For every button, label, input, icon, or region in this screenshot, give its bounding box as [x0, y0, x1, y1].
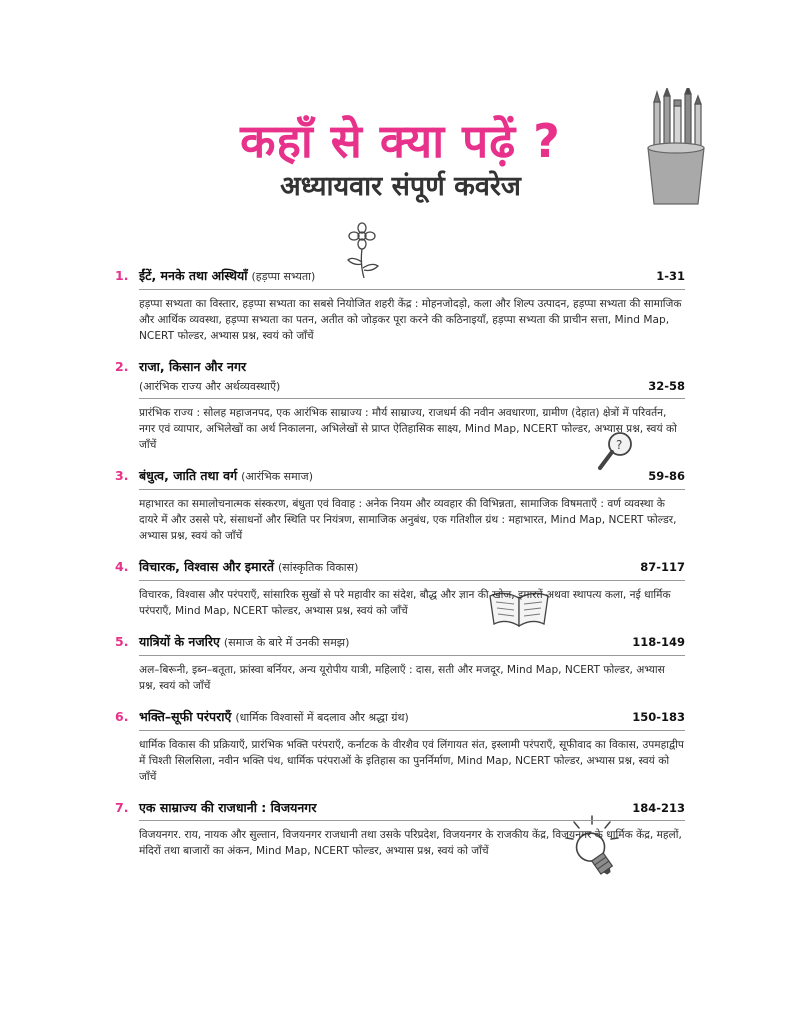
chapter-description: विचारक, विश्वास और परंपराएँ, सांसारिक सुखों से परे महावीर का संदेश, बौद्ध और ज्ञान की खोज, इमारतें अथवा स्थापत्य कला, नई धार्मिक परंपराएँ, Mind Map, NCERT फोल्डर, अभ्यास प्रश्न, स्वयं को जाँचें — [139, 589, 671, 617]
chapter-entry — [115, 707, 685, 785]
chapter-title: बंधुत्व, जाति तथा वर्ग — [139, 468, 238, 483]
chapter-pages: 59-86 — [648, 469, 685, 483]
chapter-number: 6. — [115, 709, 129, 724]
pencil-cup-icon — [640, 88, 712, 208]
chapter-number: 1. — [115, 268, 129, 283]
chapter-pages: 1-31 — [656, 269, 685, 283]
chapter-subtitle: (आरंभिक समाज) — [241, 470, 313, 483]
chapter-description: धार्मिक विकास की प्रक्रियाएँ, प्रारंभिक भक्ति परंपराएँ, कर्नाटक के वीरशैव एवं लिंगायत संत, इस्लामी परंपराएँ, सूफीवाद का विकास, उपमहाद्वीप में चिश्ती सिलसिला, नवीन भक्ति पंथ, धार्मिक परंपराओं के इतिहास का पुनर्निर्माण, Mind Map, NCERT फोल्डर, अभ्यास प्रश्न, स्वयं को जाँचें — [139, 739, 684, 783]
chapter-title: राजा, किसान और नगर — [139, 359, 247, 374]
chapter-pages: 32-58 — [648, 379, 685, 393]
divider — [139, 289, 685, 290]
chapter-number: 4. — [115, 559, 129, 574]
divider — [139, 398, 685, 399]
chapter-subtitle: (समाज के बारे में उनकी समझ) — [223, 636, 350, 649]
chapter-pages: 118-149 — [632, 635, 685, 649]
divider — [139, 730, 685, 731]
chapter-entry — [115, 557, 685, 619]
svg-text:?: ? — [616, 438, 623, 452]
chapter-entry — [115, 798, 685, 859]
divider — [139, 489, 685, 490]
chapter-title: विचारक, विश्वास और इमारतें — [139, 559, 275, 574]
divider — [139, 655, 685, 656]
divider — [139, 820, 685, 821]
chapter-pages: 184-213 — [632, 801, 685, 815]
chapter-entry — [115, 266, 685, 344]
divider — [139, 580, 685, 581]
chapter-description: महाभारत का समालोचनात्मक संस्करण, बंधुता एवं विवाह : अनेक नियम और व्यवहार की विभिन्नता, सामाजिक विषमताएँ : वर्ण व्यवस्था के दायरे में और उससे परे, संसाधनों और स्थिति पर नियंत्रण, सामाजिक अनुबंध, एक गतिशील ग्रंथ : महाभारत, Mind Map, NCERT फोल्डर, अभ्यास प्रश्न, स्वयं को जाँचें — [139, 498, 677, 542]
chapter-title: भक्ति–सूफी परंपराएँ — [139, 709, 232, 724]
chapter-pages: 87-117 — [640, 560, 685, 574]
chapter-description: हड़प्पा सभ्यता का विस्तार, हड़प्पा सभ्यता का सबसे नियोजित शहरी केंद्र : मोहनजोदड़ो, कला और शिल्प उत्पादन, हड़प्पा सभ्यता की सामाजिक और आर्थिक व्यवस्था, हड़प्पा सभ्यता का पतन, अतीत को जोड़कर पूरा करने की कठिनाइयाँ, हड़प्पा सभ्यता की प्राचीन सत्ता, Mind Map, NCERT फोल्डर, अभ्यास प्रश्न, स्वयं को जाँचें — [139, 298, 682, 342]
chapter-entry — [115, 632, 685, 694]
chapter-number: 7. — [115, 800, 129, 815]
chapter-entry — [115, 466, 685, 544]
page-subtitle: अध्यायवार संपूर्ण कवरेज — [280, 171, 521, 202]
chapter-subtitle: (धार्मिक विश्वासों में बदलाव और श्रद्धा ग्रंथ) — [235, 711, 409, 724]
chapter-title: ईंटें, मनके तथा अस्थियाँ — [139, 268, 248, 283]
chapter-subtitle: (आरंभिक राज्य और अर्थव्यवस्थाएँ) — [139, 380, 281, 393]
chapter-number: 2. — [115, 359, 129, 374]
chapter-pages: 150-183 — [632, 710, 685, 724]
chapter-subtitle: (हड़प्पा सभ्यता) — [251, 270, 316, 283]
chapter-subtitle: (सांस्कृतिक विकास) — [278, 561, 359, 574]
chapter-number: 3. — [115, 468, 129, 483]
chapter-list — [115, 266, 685, 872]
chapter-entry — [115, 357, 685, 453]
chapter-number: 5. — [115, 634, 129, 649]
chapter-title: एक साम्राज्य की राजधानी : विजयनगर — [139, 800, 317, 815]
chapter-description: विजयनगर. राय, नायक और सुल्तान, विजयनगर राजधानी तथा उसके परिप्रदेश, विजयनगर के राजकीय केंद्र, विजयनगर के धार्मिक केंद्र, महलों, मंदिरों तथा बाजारों का अंकन, Mind Map, NCERT फोल्डर, अभ्यास प्रश्न, स्वयं को जाँचें — [139, 829, 682, 857]
page-title: कहाँ से क्या पढ़ें ? — [240, 114, 561, 168]
chapter-description: अल–बिरूनी, इब्न–बतूता, फ्रांस्वा बर्नियर, अन्य यूरोपीय यात्री, महिलाएँ : दास, सती और मजदूर, Mind Map, NCERT फोल्डर, अभ्यास प्रश्न, स्वयं को जाँचें — [139, 664, 665, 692]
chapter-description: प्रारंभिक राज्य : सोलह महाजनपद, एक आरंभिक साम्राज्य : मौर्य साम्राज्य, राजधर्म की नवीन अवधारणा, ग्रामीण (देहात) क्षेत्रों में परिवर्तन, नगर एवं व्यापार, अभिलेखों का अर्थ निकालना, अभिलेखों से प्राप्त ऐतिहासिक साक्ष्य, Mind Map, NCERT फोल्डर, अभ्यास प्रश्न, स्वयं को जाँचें — [139, 407, 677, 451]
chapter-title: यात्रियों के नजरिए — [139, 634, 220, 649]
